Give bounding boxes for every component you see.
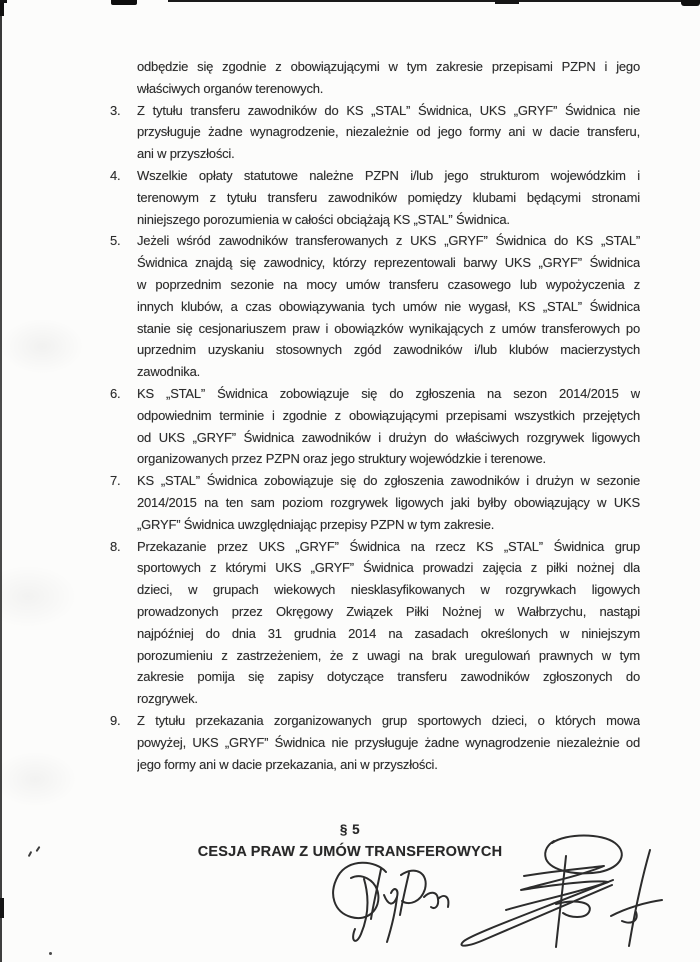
- text-line: Świdnica znajdą się zawodnicy, którzy reprezentowali barwy UKS „GRYF” Świdnica: [137, 255, 640, 271]
- text-line: Wszelkie opłaty statutowe należne PZPN i/lub jego strukturom wojewódzkim i: [137, 167, 640, 183]
- paragraph: [110, 100, 640, 165]
- text-line: Przekazanie przez UKS „GRYF” Świdnica na rzecz KS „STAL” Świdnica grup: [137, 538, 640, 554]
- text-line: właściwych organów terenowych.: [137, 80, 324, 96]
- text-line: Z tytułu transferu zawodników do KS „STAL” Świdnica, UKS „GRYF” Świdnica nie: [137, 102, 640, 118]
- paragraph: [110, 536, 640, 710]
- handwritten-signature-right-icon: [461, 836, 662, 948]
- section-title: CESJA PRAW Z UMÓW TRANSFEROWYCH: [197, 844, 503, 860]
- text-line: rozgrywek.: [137, 691, 198, 707]
- text-line: w poprzednim sezonie na mocy umów transferu czasowego lub wypożyczenia z: [137, 276, 640, 292]
- text-line: sportowych z którymi UKS „GRYF” Świdnica prowadzi zajęcia z piłki nożnej dla: [137, 560, 640, 576]
- text-line: ani w przyszłości.: [137, 146, 235, 162]
- clause-number: 8.: [110, 538, 121, 554]
- clause-number: 5.: [110, 233, 121, 249]
- handwritten-signature-left-icon: [333, 863, 448, 942]
- clause-text: [137, 536, 640, 710]
- text-line: Jeżeli wśród zawodników transferowanych z UKS „GRYF” Świdnica do KS „STAL”: [137, 233, 640, 249]
- signatures: [320, 830, 680, 962]
- clause-number: 6.: [110, 385, 121, 401]
- text-line: porozumieniu z zastrzeżeniem, że z uwagi na brak uregulowań prawnych w tym: [137, 647, 640, 663]
- text-line: odpowiednim terminie i zgodnie z obowiązującymi przepisami wszystkich przejętych: [137, 407, 640, 423]
- text-line: prowadzonych przez Okręgowy Związek Piłki Nożnej w Wałbrzychu, nastąpi: [137, 603, 640, 619]
- paragraph: [110, 710, 640, 775]
- paragraph: [110, 230, 640, 383]
- clause-number: 7.: [110, 473, 121, 489]
- text-line: jego formy ani w dacie przekazania, ani w przyszłości.: [137, 756, 438, 772]
- clause-number: 3.: [110, 102, 121, 118]
- text-line: niniejszego porozumienia w całości obciążają KS „STAL” Świdnica.: [137, 211, 510, 227]
- text-line: przysługuje żadne wynagrodzenie, niezależnie od jego formy ani w dacie transferu,: [137, 124, 640, 140]
- text-line: powyżej, UKS „GRYF” Świdnica nie przysługuje żadne wynagrodzenie niezależnie od: [137, 734, 640, 750]
- clause-text: [137, 230, 640, 383]
- paragraph: [110, 56, 640, 100]
- clause-text: [137, 383, 640, 470]
- clause-number: 4.: [110, 167, 121, 183]
- text-line: KS „STAL” Świdnica zobowiązuje się do zgłoszenia zawodników i drużyn w sezonie: [137, 473, 640, 489]
- text-line: KS „STAL” Świdnica zobowiązuje się do zgłoszenia na sezon 2014/2015 w: [137, 385, 640, 401]
- text-line: stanie się cesjonariuszem praw i obowiązków wynikających z umów transferowych po: [137, 320, 640, 336]
- text-line: dzieci, w grupach wiekowych niesklasyfikowanych w rozgrywkach ligowych: [137, 582, 640, 598]
- scan-edge-top-segment: [168, 0, 700, 2]
- clause-text: [137, 100, 640, 165]
- scan-edge-top-segment: [0, 0, 7, 3]
- text-line: terenowym z tytułu transferu zawodników pomiędzy klubami będącymi stronami: [137, 189, 640, 205]
- clause-text: [137, 710, 640, 775]
- paragraph: [110, 165, 640, 230]
- text-line: zakresie pomija się zapisy dotyczące transferu zawodników zgłoszonych do: [137, 669, 640, 685]
- pen-dot-mark: [49, 952, 52, 955]
- document-body: [110, 56, 640, 775]
- clause-text: [137, 470, 640, 535]
- text-line: innych klubów, a czas obowiązywania tych umów nie wygasł, KS „STAL” Świdnica: [137, 298, 640, 314]
- clause-number: 9.: [110, 712, 121, 728]
- clause-text: [137, 165, 640, 230]
- text-line: „GRYF” Świdnica uwzględniając przepisy PZPN w tym zakresie.: [137, 516, 495, 532]
- scan-edge-left-line: [0, 0, 2, 962]
- text-line: odbędzie się zgodnie z obowiązującymi w tym zakresie przepisami PZPN i jego: [137, 59, 640, 74]
- scan-edge-top-segment: [495, 0, 519, 4]
- paragraph: [110, 470, 640, 535]
- text-line: Z tytułu przekazania zorganizowanych grup sportowych dzieci, o których mowa: [137, 712, 640, 728]
- scan-edge-top-segment: [681, 0, 700, 6]
- text-line: uprzednim uzyskaniu stosownych zgód zawodników i/lub klubów macierzystych: [137, 342, 640, 358]
- scan-edge-top-segment: [111, 0, 137, 5]
- paragraph: [110, 383, 640, 470]
- text-line: zawodnika.: [137, 364, 201, 380]
- text-line: 2014/2015 na ten sam poziom rozgrywek ligowych jaki byłby obowiązujący w UKS: [137, 494, 640, 510]
- clause-text: [137, 56, 640, 100]
- section-number: § 5: [339, 822, 361, 837]
- text-line: od UKS „GRYF” Świdnica zawodników i drużyn do właściwych rozgrywek ligowych: [137, 429, 640, 445]
- scan-edge-left-blob: [0, 898, 4, 918]
- text-line: najpóźniej do dnia 31 grudnia 2014 na zasadach określonych w niniejszym: [137, 625, 640, 641]
- text-line: organizowanych przez PZPN oraz jego struktury wojewódzkie i terenowe.: [137, 451, 546, 467]
- clause-number: [110, 56, 137, 100]
